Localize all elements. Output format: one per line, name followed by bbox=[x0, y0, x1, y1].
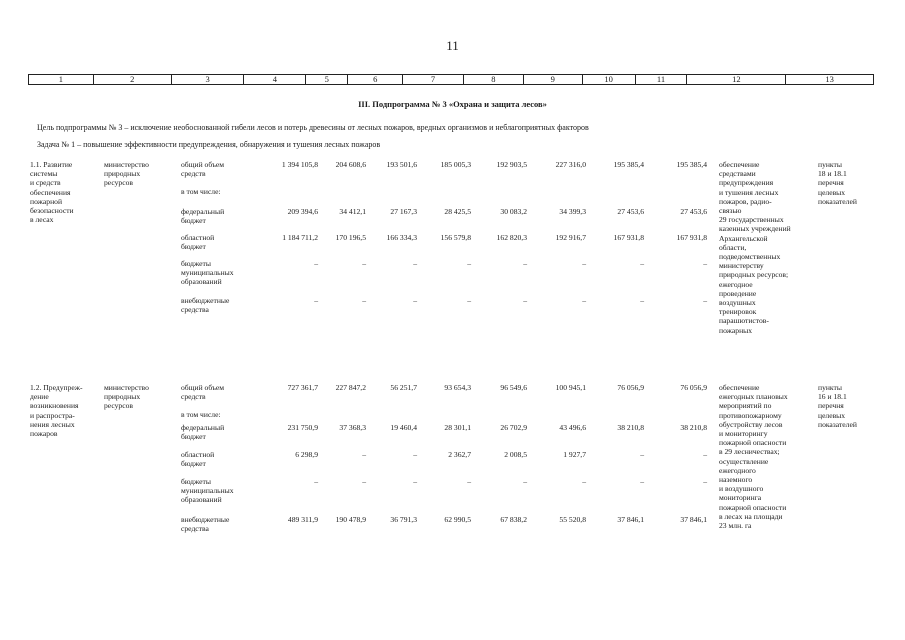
funding-value: 37 846,1 bbox=[680, 515, 707, 524]
funding-value: – bbox=[314, 259, 318, 268]
funding-value: 227 316,0 bbox=[555, 160, 586, 169]
funding-value: 6 298,9 bbox=[295, 450, 318, 459]
funding-value: 19 460,4 bbox=[390, 423, 417, 432]
funding-value: – bbox=[703, 259, 707, 268]
funding-value: 1 394 105,8 bbox=[281, 160, 318, 169]
header-column-13: 13 bbox=[825, 74, 834, 84]
funding-source-label: бюджеты муниципальных образований bbox=[181, 477, 234, 505]
header-column-4: 4 bbox=[244, 75, 306, 84]
funding-value: 38 210,8 bbox=[617, 423, 644, 432]
funding-value: – bbox=[640, 477, 644, 486]
task-text: Задача № 1 – повышение эффективности предупреждения, обнаружения и тушения лесных пожаров bbox=[37, 140, 381, 149]
header-column-8: 8 bbox=[464, 75, 524, 84]
funding-value: 162 820,3 bbox=[496, 233, 527, 242]
funding-value: 204 608,6 bbox=[335, 160, 366, 169]
funding-value: – bbox=[413, 296, 417, 305]
funding-value: – bbox=[582, 259, 586, 268]
funding-source-label: внебюджетные средства bbox=[181, 296, 230, 315]
funding-value: 227 847,2 bbox=[335, 383, 366, 392]
funding-value: 727 361,7 bbox=[287, 383, 318, 392]
funding-source-label: федеральный бюджет bbox=[181, 423, 225, 442]
funding-value: 195 385,4 bbox=[676, 160, 707, 169]
funding-value: 231 750,9 bbox=[287, 423, 318, 432]
funding-value: 96 549,6 bbox=[500, 383, 527, 392]
funding-value: 195 385,4 bbox=[613, 160, 644, 169]
funding-value: 28 425,5 bbox=[444, 207, 471, 216]
executor-1-2: министерство природных ресурсов bbox=[104, 383, 149, 411]
funding-value: – bbox=[640, 259, 644, 268]
funding-value: 27 453,6 bbox=[617, 207, 644, 216]
funding-value: 93 654,3 bbox=[444, 383, 471, 392]
funding-value: 167 931,8 bbox=[613, 233, 644, 242]
funding-source-label: бюджеты муниципальных образований bbox=[181, 259, 234, 287]
header-column-7: 7 bbox=[403, 75, 464, 84]
funding-value: 55 520,8 bbox=[559, 515, 586, 524]
header-column-12: 12 bbox=[687, 75, 786, 84]
funding-value: 67 838,2 bbox=[500, 515, 527, 524]
funding-value: 1 184 711,2 bbox=[282, 233, 318, 242]
funding-value: 28 301,1 bbox=[444, 423, 471, 432]
funding-value: 100 945,1 bbox=[555, 383, 586, 392]
funding-value: – bbox=[523, 296, 527, 305]
funding-value: – bbox=[362, 450, 366, 459]
funding-value: – bbox=[640, 450, 644, 459]
funding-value: 170 196,5 bbox=[335, 233, 366, 242]
page-number: 11 bbox=[446, 38, 459, 53]
funding-value: 37 368,3 bbox=[339, 423, 366, 432]
goal-text: Цель подпрограммы № 3 – исключение необоснованной гибели лесов и потерь древесины от лесных пожаров, вредных организмов и неблагоприятных факторов bbox=[37, 123, 589, 132]
funding-value: – bbox=[314, 477, 318, 486]
funding-source-label: областной бюджет bbox=[181, 450, 215, 469]
measure-name-1-1: 1.1. Развитие системы и средств обеспечения пожарной безопасности в лесах bbox=[30, 160, 74, 225]
funding-value: 37 846,1 bbox=[617, 515, 644, 524]
executor-1-1: министерство природных ресурсов bbox=[104, 160, 149, 188]
funding-value: – bbox=[314, 296, 318, 305]
target-indicators-1-2: пункты 16 и 18.1 перечня целевых показателей bbox=[818, 383, 857, 429]
funding-source-label: в том числе: bbox=[181, 187, 221, 196]
funding-value: – bbox=[703, 477, 707, 486]
funding-value: 43 496,6 bbox=[559, 423, 586, 432]
expected-result-1-1: обеспечение средствами предупреждения и тушения лесных пожаров, радио- связью 29 государственных казенных учреждений Архангельской области, подведомственных министерству природных ресурсов; ежегодное проведение воздушных тренировок парашютистов- пожарных bbox=[719, 160, 791, 335]
funding-value: 56 251,7 bbox=[390, 383, 417, 392]
funding-source-label: общий объем средств bbox=[181, 383, 225, 402]
funding-value: – bbox=[467, 259, 471, 268]
funding-value: 209 394,6 bbox=[287, 207, 318, 216]
funding-value: 2 008,5 bbox=[504, 450, 527, 459]
funding-value: 26 702,9 bbox=[500, 423, 527, 432]
funding-value: 1 927,7 bbox=[563, 450, 586, 459]
funding-value: 190 478,9 bbox=[335, 515, 366, 524]
funding-value: 27 453,6 bbox=[680, 207, 707, 216]
funding-source-label: в том числе: bbox=[181, 410, 221, 419]
header-column-3: 3 bbox=[172, 75, 245, 84]
funding-value: 38 210,8 bbox=[680, 423, 707, 432]
funding-source-label: областной бюджет bbox=[181, 233, 215, 252]
funding-value: – bbox=[467, 296, 471, 305]
funding-value: 76 056,9 bbox=[680, 383, 707, 392]
measure-name-1-2: 1.2. Предупреж- дение возникновения и распростра- нения лесных пожаров bbox=[30, 383, 83, 439]
funding-value: 167 931,8 bbox=[676, 233, 707, 242]
funding-value: – bbox=[362, 259, 366, 268]
section-title: III. Подпрограмма № 3 «Охрана и защита лесов» bbox=[358, 99, 547, 109]
header-column-5: 5 bbox=[306, 75, 348, 84]
header-column-2: 2 bbox=[94, 75, 172, 84]
funding-value: 166 334,3 bbox=[386, 233, 417, 242]
funding-value: 34 412,1 bbox=[339, 207, 366, 216]
funding-value: – bbox=[523, 259, 527, 268]
funding-value: 156 579,8 bbox=[440, 233, 471, 242]
header-column-9: 9 bbox=[524, 75, 583, 84]
header-column-11: 11 bbox=[636, 75, 688, 84]
funding-value: – bbox=[703, 296, 707, 305]
expected-result-1-2: обеспечение ежегодных плановых мероприятий по противопожарному обустройству лесов и мониторингу пожарной опасности в 29 лесничествах; осуществление ежегодного наземного и воздушного мониторинга пожарной опасности в лесах на площади 23 млн. га bbox=[719, 383, 788, 531]
header-column-6: 6 bbox=[348, 75, 403, 84]
funding-value: – bbox=[523, 477, 527, 486]
funding-value: 192 916,7 bbox=[555, 233, 586, 242]
funding-value: 192 903,5 bbox=[496, 160, 527, 169]
target-indicators-1-1: пункты 18 и 18.1 перечня целевых показателей bbox=[818, 160, 857, 206]
funding-value: – bbox=[703, 450, 707, 459]
funding-value: 489 311,9 bbox=[287, 515, 318, 524]
funding-value: – bbox=[467, 477, 471, 486]
header-column-10: 10 bbox=[583, 75, 636, 84]
funding-value: 193 501,6 bbox=[386, 160, 417, 169]
funding-value: – bbox=[362, 477, 366, 486]
funding-source-label: федеральный бюджет bbox=[181, 207, 225, 226]
header-column-1: 1 bbox=[29, 75, 94, 84]
funding-value: – bbox=[413, 477, 417, 486]
funding-value: 36 791,3 bbox=[390, 515, 417, 524]
funding-value: – bbox=[582, 477, 586, 486]
funding-value: 76 056,9 bbox=[617, 383, 644, 392]
funding-value: 34 399,3 bbox=[559, 207, 586, 216]
funding-value: 2 362,7 bbox=[448, 450, 471, 459]
funding-value: – bbox=[362, 296, 366, 305]
funding-value: – bbox=[640, 296, 644, 305]
funding-source-label: внебюджетные средства bbox=[181, 515, 230, 534]
column-number-header bbox=[28, 74, 874, 85]
funding-value: 30 083,2 bbox=[500, 207, 527, 216]
funding-value: 27 167,3 bbox=[390, 207, 417, 216]
funding-value: 185 005,3 bbox=[440, 160, 471, 169]
funding-value: – bbox=[582, 296, 586, 305]
funding-value: 62 990,5 bbox=[444, 515, 471, 524]
funding-value: – bbox=[413, 450, 417, 459]
funding-value: – bbox=[413, 259, 417, 268]
funding-source-label: общий объем средств bbox=[181, 160, 225, 179]
